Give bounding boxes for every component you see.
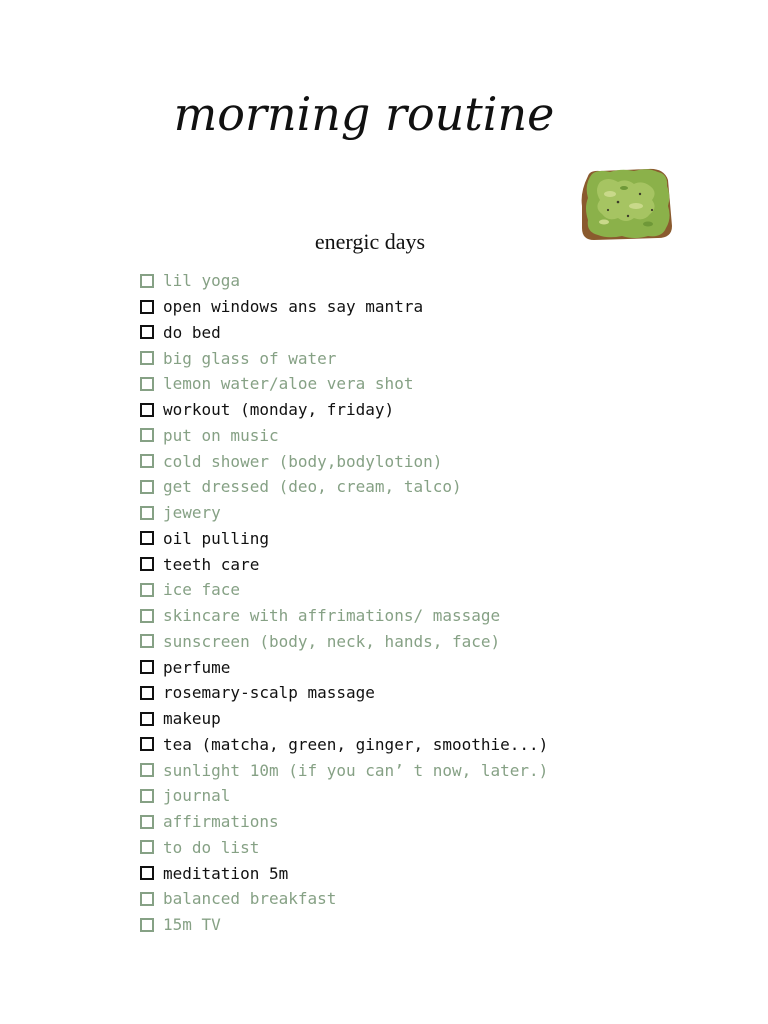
checkbox[interactable] xyxy=(140,634,154,648)
checklist-item-label: put on music xyxy=(163,425,279,445)
checklist-item-label: big glass of water xyxy=(163,348,337,368)
checklist-item-label: oil pulling xyxy=(163,528,269,548)
checklist-item[interactable] xyxy=(140,448,548,474)
checkbox[interactable] xyxy=(140,815,154,829)
checkbox[interactable] xyxy=(140,403,154,417)
checklist-item[interactable] xyxy=(140,320,548,346)
checklist-item[interactable] xyxy=(140,423,548,449)
checklist-item-label: balanced breakfast xyxy=(163,889,337,909)
checklist-item-label: 15m TV xyxy=(163,915,221,935)
checklist-item[interactable] xyxy=(140,757,548,783)
checklist-item[interactable] xyxy=(140,860,548,886)
checklist-item[interactable] xyxy=(140,371,548,397)
checklist-item[interactable] xyxy=(140,654,548,680)
page-title: morning routine xyxy=(173,87,555,141)
checkbox[interactable] xyxy=(140,840,154,854)
checklist-item-label: sunlight 10m (if you can’ t now, later.) xyxy=(163,760,549,780)
checklist-item[interactable] xyxy=(140,732,548,758)
checklist-item[interactable] xyxy=(140,268,548,294)
checkbox[interactable] xyxy=(140,583,154,597)
checklist-item[interactable] xyxy=(140,474,548,500)
checkbox[interactable] xyxy=(140,866,154,880)
checklist-item-label: cold shower (body,bodylotion) xyxy=(163,451,443,471)
checklist-item[interactable] xyxy=(140,294,548,320)
checkbox[interactable] xyxy=(140,274,154,288)
checklist-item[interactable] xyxy=(140,629,548,655)
section-subtitle: energic days xyxy=(314,229,426,254)
checklist-item[interactable] xyxy=(140,603,548,629)
checkbox[interactable] xyxy=(140,789,154,803)
checklist-item-label: open windows ans say mantra xyxy=(163,297,424,317)
checkbox[interactable] xyxy=(140,686,154,700)
checklist-item[interactable] xyxy=(140,500,548,526)
avocado-toast-icon xyxy=(578,166,674,242)
checklist-item[interactable] xyxy=(140,783,548,809)
checklist-item-label: perfume xyxy=(163,657,231,677)
checklist-item-label: skincare with affrimations/ massage xyxy=(163,606,501,626)
checkbox[interactable] xyxy=(140,454,154,468)
checklist-item-label: get dressed (deo, cream, talco) xyxy=(163,477,462,497)
checklist-item-label: meditation 5m xyxy=(163,863,289,883)
checklist-item-label: to do list xyxy=(163,837,260,857)
checkbox[interactable] xyxy=(140,531,154,545)
checkbox[interactable] xyxy=(140,763,154,777)
routine-checklist xyxy=(140,268,548,938)
checkbox[interactable] xyxy=(140,557,154,571)
checklist-item[interactable] xyxy=(140,835,548,861)
checkbox[interactable] xyxy=(140,428,154,442)
checkbox[interactable] xyxy=(140,377,154,391)
checkbox[interactable] xyxy=(140,609,154,623)
checkbox[interactable] xyxy=(140,660,154,674)
checklist-item-label: lil yoga xyxy=(163,271,241,291)
checklist-item[interactable] xyxy=(140,706,548,732)
checklist-item[interactable] xyxy=(140,680,548,706)
checklist-item-label: workout (monday, friday) xyxy=(163,400,395,420)
checklist-item-label: sunscreen (body, neck, hands, face) xyxy=(163,631,501,651)
checklist-item[interactable] xyxy=(140,526,548,552)
checkbox[interactable] xyxy=(140,712,154,726)
checklist-item[interactable] xyxy=(140,551,548,577)
checklist-item-label: ice face xyxy=(163,580,241,600)
checklist-item-label: do bed xyxy=(163,322,221,342)
checklist-item[interactable] xyxy=(140,397,548,423)
checklist-item-label: tea (matcha, green, ginger, smoothie...) xyxy=(163,734,549,754)
checklist-item-label: journal xyxy=(163,786,231,806)
checklist-item[interactable] xyxy=(140,912,548,938)
checklist-item[interactable] xyxy=(140,886,548,912)
checklist-item-label: affirmations xyxy=(163,812,279,832)
checklist-item[interactable] xyxy=(140,577,548,603)
checklist-item-label: rosemary-scalp massage xyxy=(163,683,375,703)
checklist-item-label: makeup xyxy=(163,709,221,729)
checkbox[interactable] xyxy=(140,506,154,520)
checkbox[interactable] xyxy=(140,480,154,494)
checkbox[interactable] xyxy=(140,918,154,932)
checkbox[interactable] xyxy=(140,325,154,339)
checklist-item[interactable] xyxy=(140,809,548,835)
checklist-item-label: lemon water/aloe vera shot xyxy=(163,374,414,394)
checklist-item-label: jewery xyxy=(163,503,221,523)
checkbox[interactable] xyxy=(140,351,154,365)
checkbox[interactable] xyxy=(140,892,154,906)
checkbox[interactable] xyxy=(140,300,154,314)
checklist-item-label: teeth care xyxy=(163,554,260,574)
checklist-item[interactable] xyxy=(140,345,548,371)
checkbox[interactable] xyxy=(140,737,154,751)
